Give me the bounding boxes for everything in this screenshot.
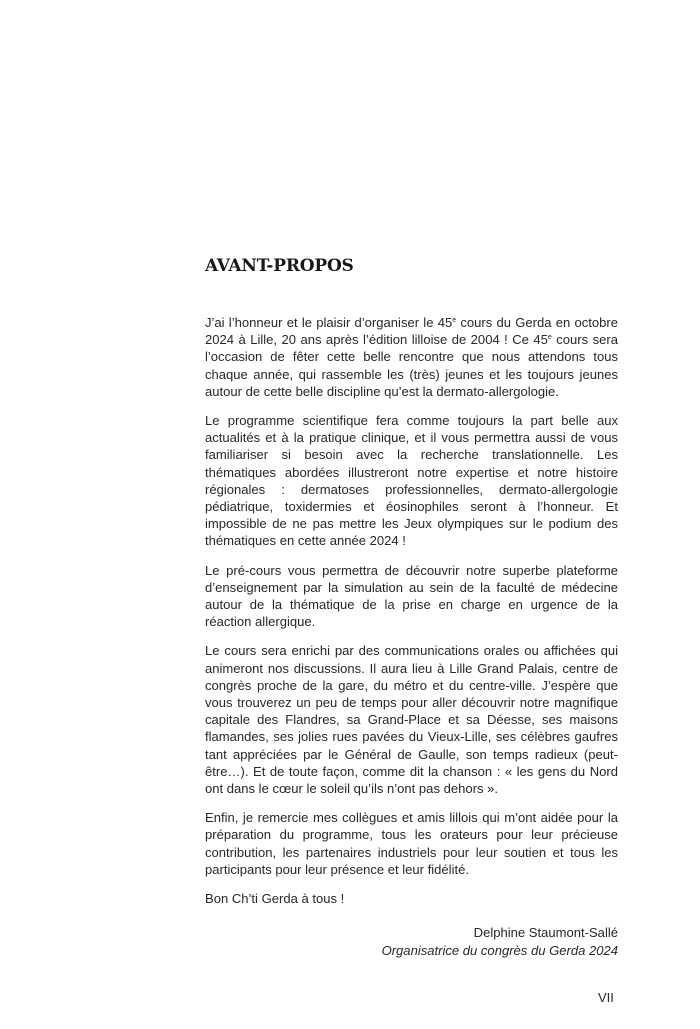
paragraph-programme: Le programme scientifique fera comme toujours la part belle aux actualités et à la pratique clinique, et il vous permettra aussi de vous familiariser si besoin avec la recherche translationnelle. Les thématiques abordées illustreront notre expertise et notre histoire régionales : dermatoses professionnelles, dermato-allergologie pédiatrique, toxidermies et éosinophiles seront à l’honneur. Et impossible de ne pas mettre les Jeux olympiques sur le podium des thématiques en cette année 2024 ! [205,413,618,549]
signature-role: Organisatrice du congrès du Gerda 2024 [381,942,618,958]
page-number: VII [598,990,614,1005]
closing-line: Bon Ch’ti Gerda à tous ! [205,891,345,907]
signature [205,924,618,958]
paragraph-thanks: Enfin, je remercie mes collègues et amis lillois qui m’ont aidée pour la préparation du programme, tous les orateurs pour leur précieuse contribution, les partenaires industriels pour leur soutien et tous les participants pour leur présence et leur fidélité. [205,810,618,877]
paragraph-intro-part-1: J’ai l’honneur et le plaisir d’organiser le 45 [205,315,453,330]
paragraph-intro [205,314,618,400]
paragraph-pre-cours: Le pré-cours vous permettra de découvrir notre superbe plateforme d’enseignement par la simulation au sein de la faculté de médecine autour de la thématique de la prise en charge en urgence de la réaction allergique. [205,562,618,630]
paragraph-intro-part-3: cours sera l’occasion de fêter cette belle rencontre que nous attendons tous chaque année, qui rassemble les (très) jeunes et les toujours jeunes autour de cette belle discipline qu’est la dermato-allergologie. [205,332,618,399]
signature-author: Delphine Staumont-Sallé [473,925,618,941]
body-text [205,314,618,959]
paragraph-venue: Le cours sera enrichi par des communications orales ou affichées qui animeront nos discussions. Il aura lieu à Lille Grand Palais, centre de congrès proche de la gare, du métro et du centre-ville. J’espère que vous trouverez un peu de temps pour aller découvrir notre magnifique capitale des Flandres, sa Grand-Place et sa Déesse, ses maisons flamandes, ses jolies rues pavées du Vieux-Lille, ses célèbres gaufres tant appréciées par le Général de Gaulle, son temps radieux (peut-être…). Et de toute façon, comme dit la chanson : « les gens du Nord ont dans le cœur le soleil qu’ils n’ont pas dehors ». [205,643,618,797]
paragraph-intro-part-2: cours du Gerda en octobre 2024 à Lille, 20 ans après l’édition lilloise de 2004 ! Ce 45 [205,315,618,348]
page-title: AVANT-PROPOS [205,256,354,276]
ordinal-superscript: e [452,317,457,324]
ordinal-superscript: e [547,334,552,342]
